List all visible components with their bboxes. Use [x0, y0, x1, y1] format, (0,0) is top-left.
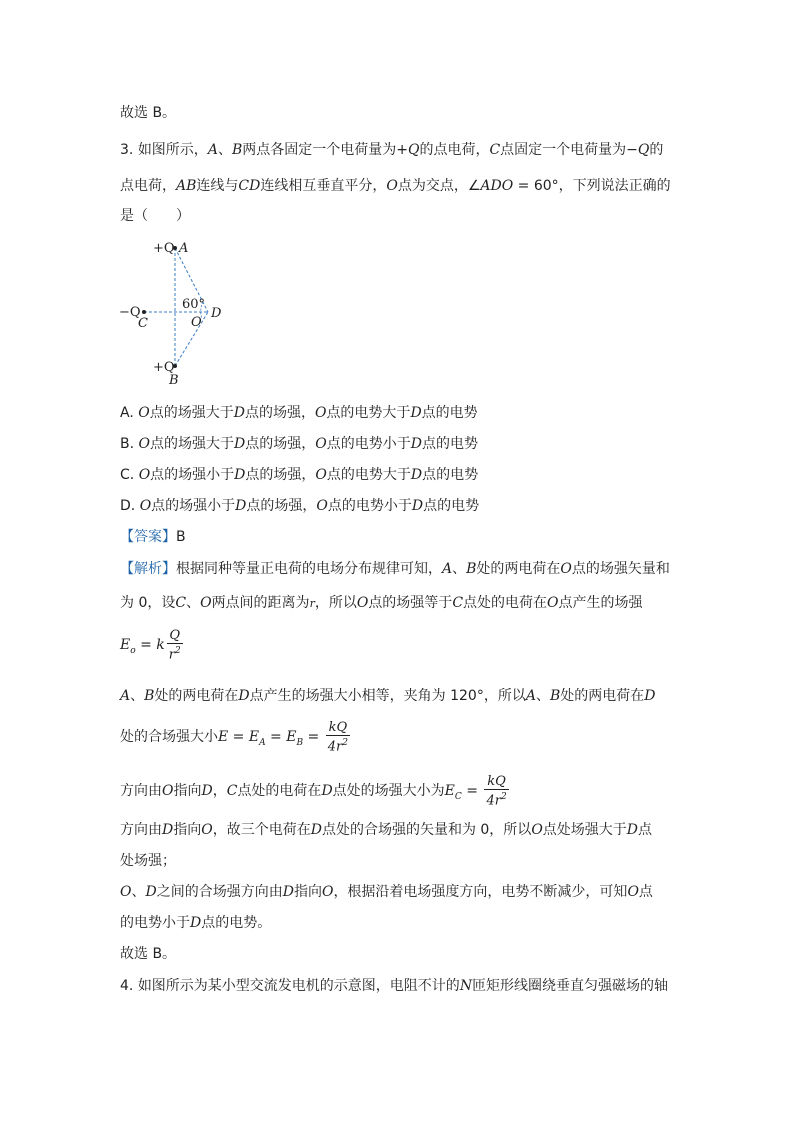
- analysis-line-7: 方向由D指向O，故三个电荷在D点处的合场强的矢量和为 0，所以O点处场强大于D点: [120, 822, 653, 838]
- charge-diagram: [115, 236, 235, 386]
- analysis-line-4: A、B处的两电荷在D点产生的场强大小相等，夹角为 120°，所以A、B处的两电荷在D: [120, 688, 656, 704]
- label-d: D: [211, 306, 222, 321]
- conclusion-bottom: 故选 B。: [120, 946, 177, 962]
- analysis-line-2: 为 0，设C、O两点间的距离为r，所以O点的场强等于C点处的电荷在O点产生的场强: [120, 595, 643, 611]
- charge-c-dot: [142, 310, 146, 314]
- answer-value: B: [176, 529, 186, 545]
- analysis-tag: 【解析】: [120, 561, 176, 577]
- analysis-line-8: 处场强；: [120, 853, 176, 869]
- question-3-line-3: 是（ ）: [120, 208, 190, 224]
- question-3-line-1: 3. 如图所示，A、B两点各固定一个电荷量为+Q的点电荷，C点固定一个电荷量为−Q的: [120, 142, 664, 158]
- label-b: B: [169, 373, 179, 386]
- analysis-line-6: 方向由O指向D，C点处的电荷在D点处的场强大小为$E_C$ = $\frac{kQ}{4r^2}$: [120, 774, 507, 809]
- label-minus-q-c: −Q: [119, 305, 141, 320]
- label-plus-q-b: +Q: [153, 360, 175, 375]
- analysis-line-10: 的电势小于D点的电势。: [120, 915, 272, 931]
- answer-tag: 【答案】: [120, 529, 176, 545]
- option-b: B. O点的场强大于D点的场强，O点的电势小于D点的电势: [120, 436, 478, 452]
- label-plus-q-a: +Q: [153, 241, 175, 256]
- analysis-line-9: O、D之间的合场强方向由D指向O，根据沿着电场强度方向，电势不断减少，可知O点: [120, 884, 653, 900]
- analysis-line-5: 处的合场强大小$E = E_A = E_B$ = $\frac{kQ}{4r^2}$: [120, 720, 348, 755]
- analysis-line-1: 【解析】根据同种等量正电荷的电场分布规律可知，A、B处的两电荷在O点的场强矢量和: [120, 561, 670, 577]
- label-a: A: [179, 241, 189, 256]
- label-c: C: [138, 316, 148, 331]
- question-4-line-1: 4. 如图所示为某小型交流发电机的示意图，电阻不计的N匝矩形线圈绕垂直匀强磁场的轴: [120, 978, 669, 994]
- label-60-deg: 60°: [182, 297, 206, 312]
- conclusion-top: 故选 B。: [120, 105, 177, 121]
- answer-line: [120, 527, 186, 547]
- option-c: C. O点的场强小于D点的场强，O点的电势大于D点的电势: [120, 467, 479, 483]
- formula-eo: $E_o = k$ $\frac{Q}{r^2}$: [120, 628, 181, 663]
- question-3-line-2: 点电荷，AB连线与CD连线相互垂直平分，O点为交点，∠ADO = 60°，下列说法正确的: [120, 178, 671, 194]
- option-a: A. O点的场强大于D点的场强，O点的电势大于D点的电势: [120, 405, 478, 421]
- option-d: D. O点的场强小于D点的场强，O点的电势小于D点的电势: [120, 498, 480, 514]
- label-o: O: [191, 315, 202, 330]
